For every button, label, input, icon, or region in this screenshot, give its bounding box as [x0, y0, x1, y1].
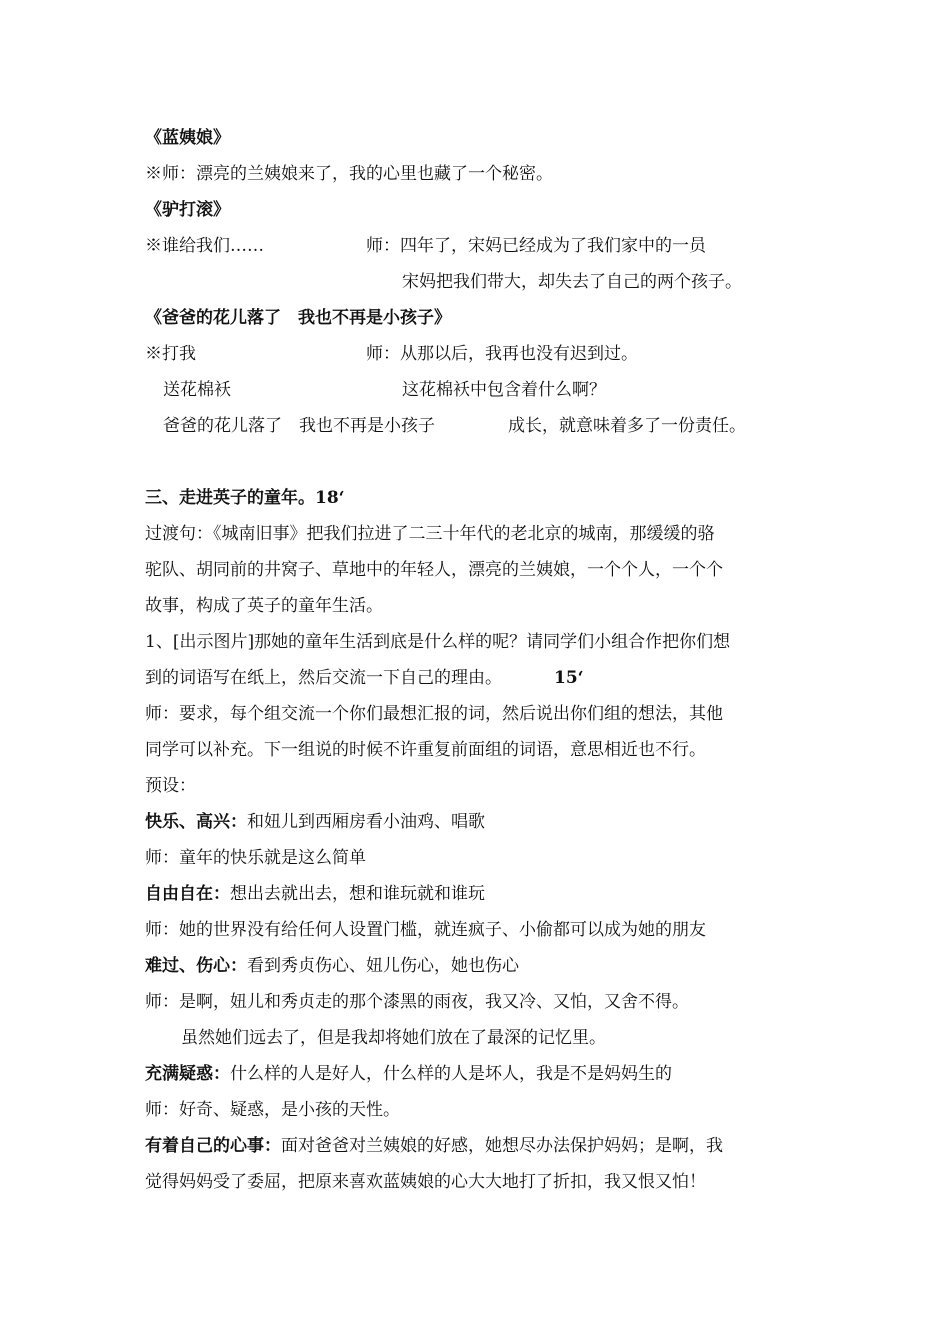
item-keyword: 充满疑惑：	[145, 1064, 230, 1084]
preset-item	[145, 1063, 672, 1085]
requirement-line: 同学可以补充。下一组说的时候不许重复前面组的词语，意思相近也不行。	[145, 740, 706, 760]
preset-label: 预设：	[145, 776, 196, 796]
teacher-line: 师：四年了，宋妈已经成为了我们家中的一员	[366, 236, 706, 256]
preset-item	[145, 1099, 400, 1121]
preset-item	[145, 991, 689, 1013]
item-text: 看到秀贞伤心、妞儿伤心，她也伤心	[247, 956, 519, 976]
item-text: 师：她的世界没有给任何人设置门槛，就连疯子、小偷都可以成为她的朋友	[145, 920, 706, 940]
teacher-line: 宋妈把我们带大，却失去了自己的两个孩子。	[402, 272, 742, 292]
teacher-line: 这花棉袄中包含着什么啊？	[402, 380, 606, 400]
transition-line: 故事，构成了英子的童年生活。	[145, 596, 383, 616]
item-text: 虽然她们远去了，但是我却将她们放在了最深的记忆里。	[181, 1028, 606, 1048]
part3-heading: 三、走进英子的童年。18‘	[145, 488, 345, 508]
item-text: 师：童年的快乐就是这么简单	[145, 848, 366, 868]
item-text: 想出去就出去，想和谁玩就和谁玩	[230, 884, 485, 904]
preset-item	[145, 847, 366, 869]
item-text: 和妞儿到西厢房看小油鸡、唱歌	[247, 812, 485, 832]
transition-line: 过渡句：《城南旧事》把我们拉进了二三十年代的老北京的城南，那缓缓的骆	[145, 524, 715, 544]
preset-item	[145, 883, 485, 905]
item-text: 什么样的人是好人，什么样的人是坏人，我是不是妈妈生的	[230, 1064, 672, 1084]
teacher-line: 师：从那以后，我再也没有迟到过。	[366, 344, 638, 364]
item-text: 师：好奇、疑惑，是小孩的天性。	[145, 1100, 400, 1120]
item-text: 觉得妈妈受了委屈，把原来喜欢蓝姨娘的心大大地打了折扣，我又恨又怕！	[145, 1172, 706, 1192]
preset-item	[181, 1027, 606, 1049]
item-text: 面对爸爸对兰姨娘的好感，她想尽办法保护妈妈；是啊，我	[281, 1136, 723, 1156]
item-keyword: 自由自在：	[145, 884, 230, 904]
left-note: ※打我	[145, 344, 196, 364]
left-note: 送花棉袄	[163, 380, 231, 400]
item-text: 师：是啊，妞儿和秀贞走的那个漆黑的雨夜，我又冷、又怕，又舍不得。	[145, 992, 689, 1012]
preset-item	[145, 919, 706, 941]
preset-item	[145, 955, 519, 977]
section-title-lan-yiniang: 《蓝姨娘》	[145, 128, 230, 148]
task-time: 15‘	[554, 668, 584, 688]
item-keyword: 难过、伤心：	[145, 956, 247, 976]
teacher-line: 成长，就意味着多了一份责任。	[508, 416, 746, 436]
section-title-lv-dagun: 《驴打滚》	[145, 200, 230, 220]
requirement-line: 师：要求，每个组交流一个你们最想汇报的词，然后说出你们组的想法，其他	[145, 704, 723, 724]
section-title-baba-huaer: 《爸爸的花儿落了 我也不再是小孩子》	[145, 308, 451, 328]
preset-item	[145, 1135, 723, 1157]
left-note: ※谁给我们……	[145, 236, 264, 256]
item-keyword: 快乐、高兴：	[145, 812, 247, 832]
teacher-line: ※师：漂亮的兰姨娘来了，我的心里也藏了一个秘密。	[145, 164, 553, 184]
task-line: 到的词语写在纸上，然后交流一下自己的理由。	[145, 668, 502, 688]
preset-item	[145, 1171, 706, 1193]
transition-line: 驼队、胡同前的井窝子、草地中的年轻人，漂亮的兰姨娘，一个个人，一个个	[145, 560, 723, 580]
left-note: 爸爸的花儿落了 我也不再是小孩子	[163, 416, 435, 436]
item-keyword: 有着自己的心事：	[145, 1136, 281, 1156]
task-line: 1、[出示图片]那她的童年生活到底是什么样的呢？请同学们小组合作把你们想	[145, 632, 731, 652]
preset-item	[145, 811, 485, 833]
